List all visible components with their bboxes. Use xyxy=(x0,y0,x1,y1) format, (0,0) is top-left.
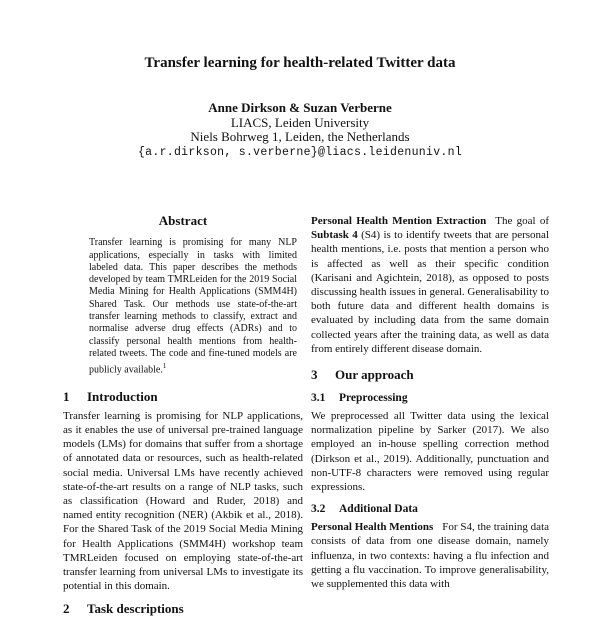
right-column xyxy=(311,214,549,591)
affiliation-line-2: Niels Bohrweg 1, Leiden, the Netherlands xyxy=(190,129,410,144)
section-heading-task-descriptions xyxy=(63,601,303,617)
paragraph-text: The goal of xyxy=(495,215,549,227)
affiliation-line-1: LIACS, Leiden University xyxy=(230,114,370,130)
author-block xyxy=(0,101,600,160)
personal-health-mentions-paragraph xyxy=(311,520,549,591)
paragraph-text: (S4) is to identify tweets that are personal health mentions, i.e. posts that mention a person who is affected as well as their specific condition (Karisani and Agichtein, 2018), as opposed to posts discussing health issues in general. Generalisability to both future data and different health domains is evaluated by including data from the same domain collected years after the training data, as well as data from entirely different disease domain. xyxy=(311,229,549,355)
section-title: Our approach xyxy=(335,367,414,383)
paper-title: Transfer learning for health-related Twitter data xyxy=(144,55,456,71)
subsection-title: Preprocessing xyxy=(339,392,408,405)
subsection-heading-additional-data xyxy=(311,502,549,516)
subsection-number: 3.2 xyxy=(311,503,326,516)
section-number: 1 xyxy=(63,388,70,404)
section-heading-introduction xyxy=(63,389,303,405)
section-title: Introduction xyxy=(87,388,158,404)
introduction-paragraph: Transfer learning is promising for NLP applications, as it enables the use of universal pre-trained language models (LMs) for domains that suffer from a shortage of annotated data or resources, such as health-related social media. Universal LMs have recently achieved state-of-the-art results on a range of NLP tasks, such as classification (Howard and Ruder, 2018) and named entity recognition (NER) (Akbik et al., 2018). For the Shared Task of the 2019 Social Media Mining for Health Applications (SMM4H) workshop team TMRLeiden focused on employing state-of-the-art transfer learning from universal LMs to investigate its potential in this domain. xyxy=(63,409,303,593)
subsection-number: 3.1 xyxy=(311,392,326,405)
subsection-title: Additional Data xyxy=(339,503,418,516)
preprocessing-paragraph: We preprocessed all Twitter data using the lexical normalization pipeline by Sarker (2017). We also employed an in-house spelling correction method (Dirkson et al., 2019). Additionally, punctuation and non-UTF-8 characters were removed using regular expressions. xyxy=(311,410,549,494)
bold-inline-subtask: Subtask 4 xyxy=(311,229,358,242)
footnote-marker: 1 xyxy=(162,362,167,371)
left-column xyxy=(63,214,303,617)
author-names: Anne Dirkson & Suzan Verberne xyxy=(208,100,392,115)
run-in-heading: Personal Health Mention Extraction xyxy=(311,215,487,227)
section-heading-our-approach xyxy=(311,367,549,383)
subsection-heading-preprocessing xyxy=(311,391,549,405)
phm-extraction-paragraph xyxy=(311,214,549,356)
abstract-heading: Abstract xyxy=(158,213,208,228)
run-in-heading: Personal Health Mentions xyxy=(311,521,434,534)
section-title: Task descriptions xyxy=(87,601,184,617)
author-email: {a.r.dirkson, s.verberne}@liacs.leidenuniv.nl xyxy=(137,145,463,159)
section-number: 2 xyxy=(63,601,70,617)
paragraph-text: For S4, the training data consists of data from one disease domain, namely influenza, in two contexts: having a flu infection and getting a flu vaccination. To improve generalisability, we supplemented this data with xyxy=(311,521,550,591)
section-number: 3 xyxy=(311,367,318,383)
abstract-body-text: Transfer learning is promising for many NLP applications, especially in tasks with limited labeled data. This paper describes the methods developed by team TMRLeiden for the 2019 Social Media Mining for Health Applications (SMM4H) Shared Task. Our methods use state-of-the-art transfer learning methods to classify, extract and normalise adverse drug effects (ADRs) and to classify personal health mentions from health-related tweets. The code and fine-tuned models are publicly available. xyxy=(89,237,297,376)
abstract-text xyxy=(89,237,297,377)
